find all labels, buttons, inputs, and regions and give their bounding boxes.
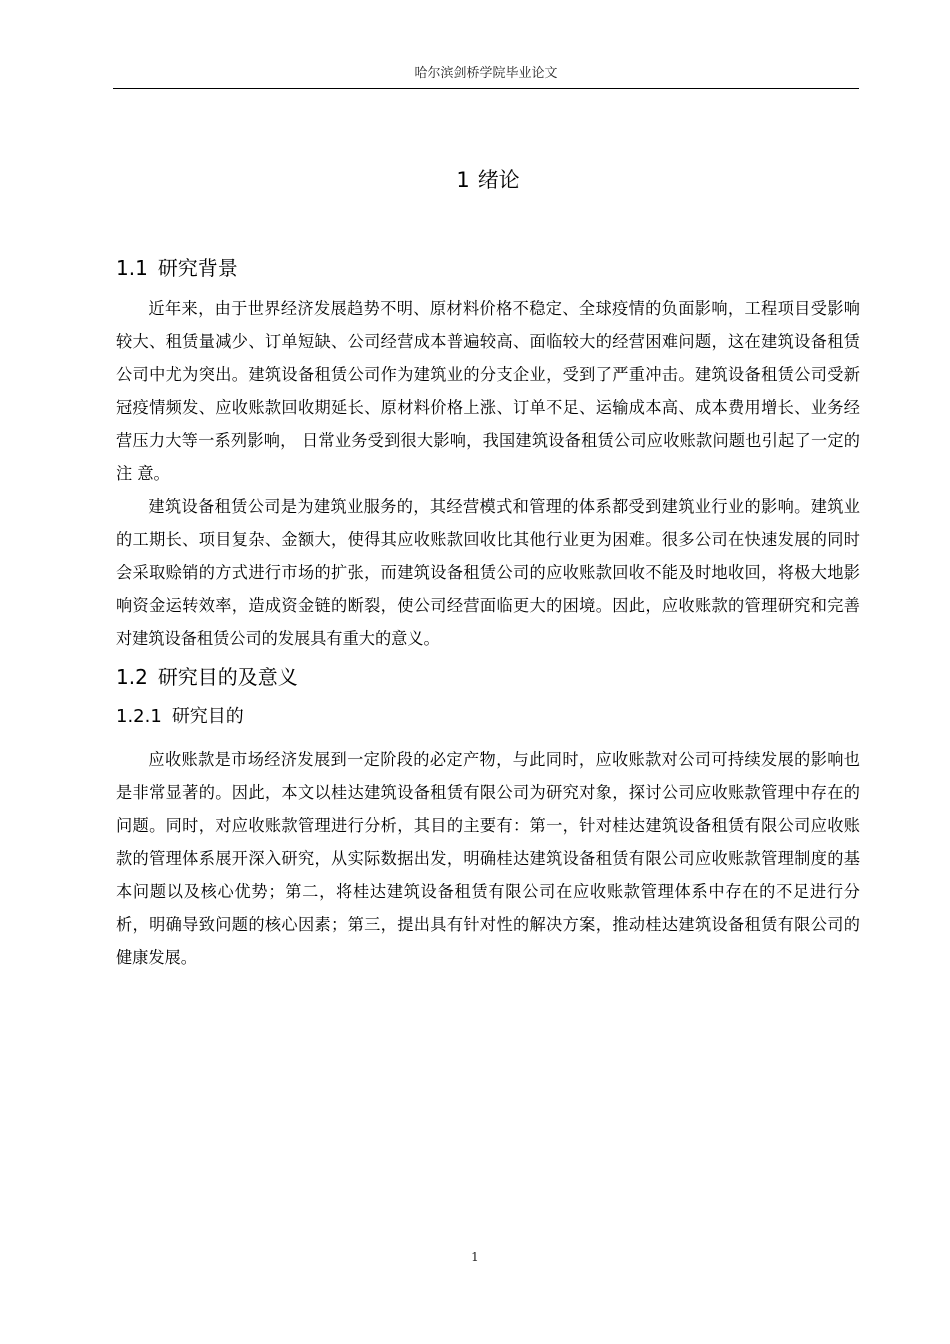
subsection-number: 1.2.1 bbox=[116, 706, 162, 727]
section-heading-1-1 bbox=[116, 250, 860, 286]
section-title: 研究背景 bbox=[157, 256, 238, 280]
subsection-heading-1-2-1 bbox=[116, 701, 860, 733]
page-number: 1 bbox=[471, 1250, 479, 1264]
document-body bbox=[116, 160, 860, 974]
paragraph: 应收账款是市场经济发展到一定阶段的必定产物，与此同时，应收账款对公司可持续发展的影响也是非常显著的。因此，本文以桂达建筑设备租赁有限公司为研究对象，探讨公司应收账款管理中存在的问题。同时，对应收账款管理进行分析，其目的主要有：第一，针对桂达建筑设备租赁有限公司应收账款的管理体系展开深入研究，从实际数据出发，明确桂达建筑设备租赁有限公司应收账款管理制度的基本问题以及核心优势；第二，将桂达建筑设备租赁有限公司在应收账款管理体系中存在的不足进行分析，明确导致问题的核心因素；第三，提出具有针对性的解决方案，推动桂达建筑设备租赁有限公司的健康发展。 bbox=[116, 750, 860, 967]
paragraph: 近年来，由于世界经济发展趋势不明、原材料价格不稳定、全球疫情的负面影响，工程项目受影响较大、租赁量减少、订单短缺、公司经营成本普遍较高、面临较大的经营困难问题，这在建筑设备租赁公司中尤为突出。建筑设备租赁公司作为建筑业的分支企业，受到了严重冲击。建筑设备租赁公司受新冠疫情频发、应收账款回收期延长、原材料价格上涨、订单不足、运输成本高、成本费用增长、业务经营压力大等一系列影响， 日常业务受到很大影响，我国建筑设备租赁公司应收账款问题也引起了一定的注 意。 bbox=[116, 299, 860, 483]
section-heading-1-2 bbox=[116, 659, 860, 695]
header-divider bbox=[113, 88, 859, 89]
chapter-title: 绪论 bbox=[477, 168, 520, 192]
subsection-title: 研究目的 bbox=[171, 706, 244, 727]
paragraph: 建筑设备租赁公司是为建筑业服务的，其经营模式和管理的体系都受到建筑业行业的影响。建筑业的工期长、项目复杂、金额大，使得其应收账款回收比其他行业更为困难。很多公司在快速发展的同时会采取赊销的方式进行市场的扩张，而建筑设备租赁公司的应收账款回收不能及时地收回，将极大地影响资金运转效率，造成资金链的断裂，使公司经营面临更大的困境。因此，应收账款的管理研究和完善对建筑设备租赁公司的发展具有重大的意义。 bbox=[116, 497, 860, 648]
section-title: 研究目的及意义 bbox=[157, 665, 298, 689]
page-header-title: 哈尔滨剑桥学院毕业论文 bbox=[414, 66, 558, 81]
section-number: 1.2 bbox=[116, 665, 148, 689]
chapter-number: 1 bbox=[456, 168, 470, 192]
section-number: 1.1 bbox=[116, 256, 148, 280]
chapter-heading bbox=[116, 160, 860, 200]
